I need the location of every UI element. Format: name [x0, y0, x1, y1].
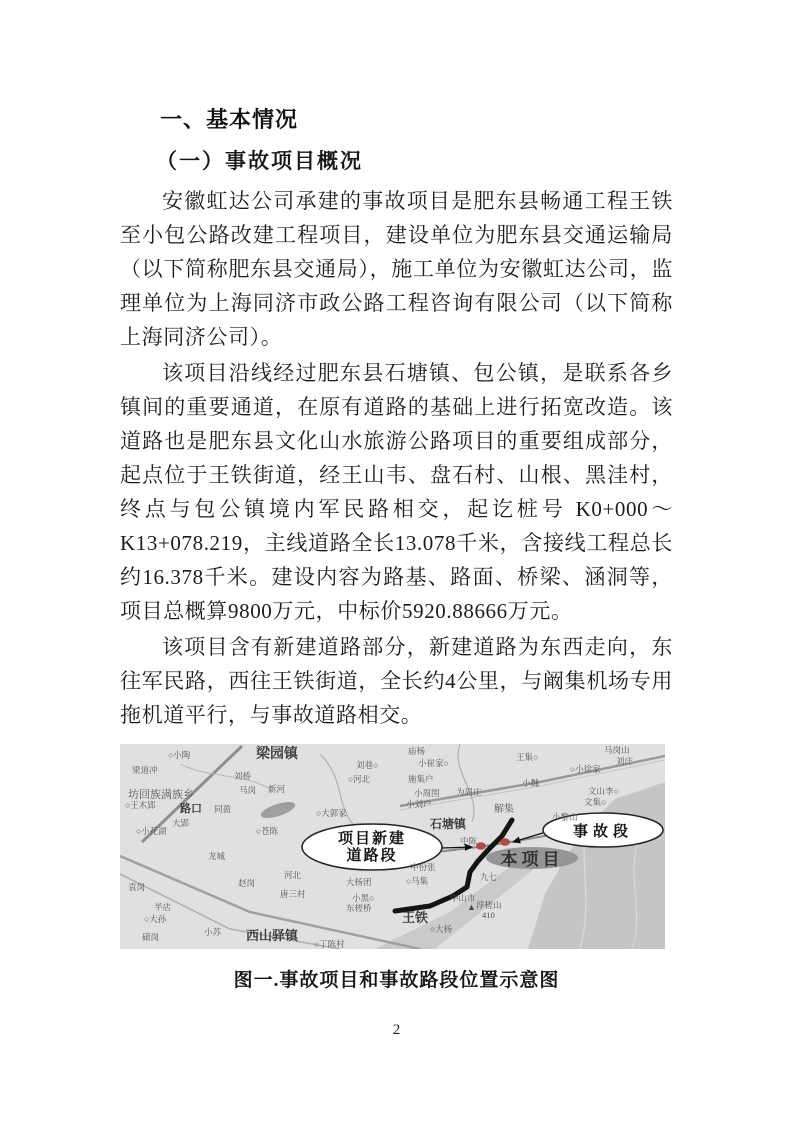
map-label: 中份张	[410, 862, 436, 872]
paragraph: 安徽虹达公司承建的事故项目是肥东县畅通工程王铁至小包公路改建工程项目，建设单位为肥东县交通运输局（以下简称肥东县交通局），施工单位为安徽虹达公司，监理单位为上海同济市政公路工程咨询有限公司（以下简称上海同济公司）。	[120, 189, 673, 349]
map-label: 刘桥	[234, 771, 252, 781]
accident-callout-label: 事故段	[572, 823, 634, 840]
map-label: ○大杨	[430, 924, 453, 934]
map-label: ○马集	[406, 876, 429, 886]
map-label: 王铁	[402, 910, 429, 925]
map-label: 解集	[494, 804, 514, 815]
map-label: 西山驿镇	[246, 928, 299, 943]
map-label: ○王木郢	[125, 800, 156, 810]
map-label: ○小陶	[168, 750, 191, 760]
map-label: 马岗	[239, 785, 257, 795]
map-label: ○小花湖	[136, 826, 167, 836]
map-label: 半店	[154, 902, 172, 912]
map-label: 新河	[268, 784, 286, 794]
map-label: 小苏	[204, 927, 222, 937]
paragraph: 该项目沿线经过肥东县石塘镇、包公镇，是联系各乡镇间的重要通道，在原有道路的基础上进行拓宽改造。该道路也是肥东县文化山水旅游公路项目的重要组成部分，起点位于王铁街道，经王山韦、盘石村、山根、黑洼村，终点与包公镇境内军民路相交，起讫桩号 K0+000～K13+078.219，主线道路全长13.078千米，含接线工程总长约16.378千米。建设内容为路基、路面、桥梁、涵洞等，项目总概算9800万元，中标价5920.88666万元。	[120, 361, 673, 623]
map-label: 坊回族满族乡	[128, 789, 194, 801]
map-label: 文集○	[584, 797, 607, 807]
figure-caption: 图一.事故项目和事故路段位置示意图	[233, 970, 560, 991]
map-label: 刘巷○	[356, 760, 379, 770]
map-label: ○丁陈村	[314, 939, 345, 949]
map-label: 小黎山	[552, 812, 578, 822]
map-label: 袁岗	[128, 882, 146, 892]
map-label: ○苍陈	[256, 826, 279, 836]
section-heading: 一、基本情况	[160, 107, 299, 132]
map-label: 梁道冲	[132, 765, 158, 775]
map-label: 施集户	[408, 774, 434, 784]
map-label: 文山李○	[588, 786, 619, 796]
location-map-figure	[120, 744, 665, 949]
map-label: 路口	[180, 803, 202, 815]
map-label: 磙岗	[142, 932, 160, 942]
map-label: 大杨团	[346, 877, 372, 887]
subsection-heading: （一）事故项目概况	[156, 149, 363, 173]
map-label: 王集○	[516, 752, 539, 762]
map-label: 庙杨	[408, 746, 426, 756]
map-label: 小崔家○	[418, 758, 449, 768]
map-label: 同盈	[214, 804, 232, 814]
map-label: 为周庄	[456, 787, 482, 797]
new-road-callout-line2: 道路段	[346, 847, 398, 864]
map-label: 唐三村	[280, 889, 306, 899]
page-number: 2	[392, 1022, 401, 1038]
new-road-callout-line1: 项目新建	[337, 830, 407, 847]
map-label: ○大孙	[144, 914, 167, 924]
accident-marker	[500, 838, 510, 846]
map-label: 中山市	[450, 893, 476, 903]
map-label: 小黑○	[352, 893, 375, 903]
map-label: 大郢	[172, 818, 190, 828]
map-label: 小刘户	[406, 799, 432, 809]
map-label: 小周围	[414, 788, 440, 798]
map-label: 梁园镇	[256, 747, 298, 762]
accident-marker	[476, 842, 486, 850]
map-label: 赵岗	[238, 878, 256, 888]
map-label: ○小徐家	[570, 764, 601, 774]
map-image	[120, 744, 665, 949]
map-label: 东槎桥	[346, 903, 372, 913]
map-label: 刘庄	[616, 756, 634, 766]
map-label: 中陈	[460, 836, 478, 846]
map-label: 九七	[480, 872, 498, 882]
mountain-elevation: 410	[482, 910, 495, 920]
page-content	[120, 104, 673, 992]
project-label: 本项目	[500, 850, 564, 869]
map-label: 龙城	[208, 851, 226, 861]
map-label: 马岗山	[604, 745, 630, 755]
mountain-name: 浮槎山	[476, 900, 502, 910]
map-label: ○大郭家	[316, 808, 347, 818]
map-label: 河北	[284, 870, 302, 880]
map-label: ○河北	[348, 774, 371, 784]
paragraph: 该项目含有新建道路部分，新建道路为东西走向，东往军民路，西往王铁街道，全长约4公里，与阚集机场专用拖机道平行，与事故道路相交。	[120, 635, 673, 727]
mountain-icon: ▲	[467, 902, 476, 912]
map-label: 石塘镇	[430, 817, 467, 831]
map-label: 小魏	[522, 778, 540, 788]
